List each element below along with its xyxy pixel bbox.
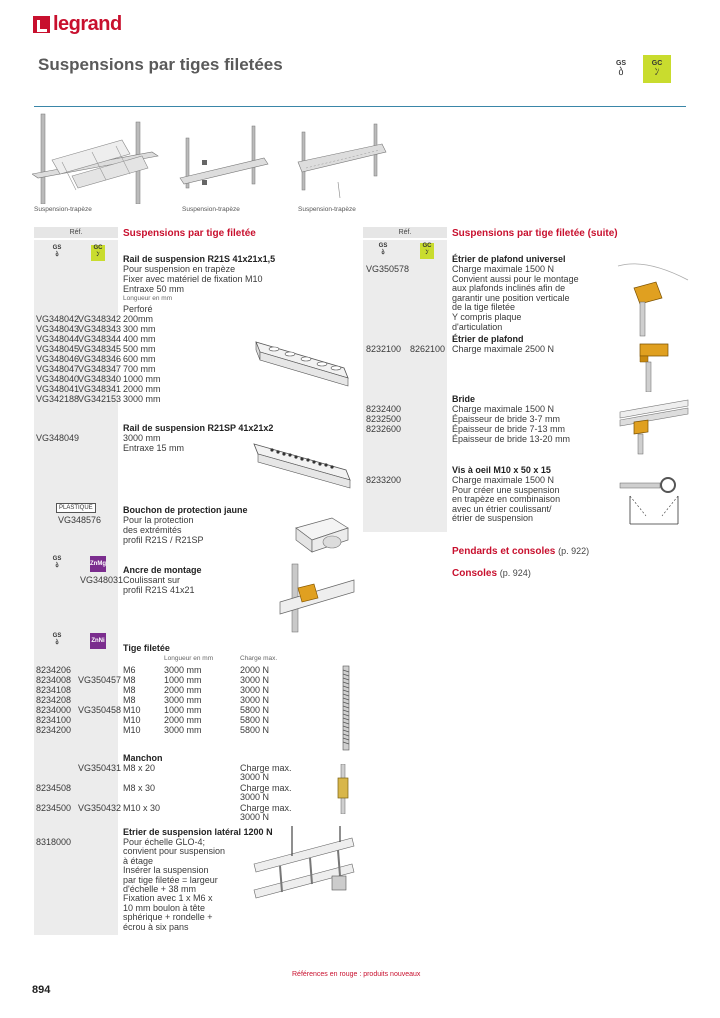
eye-screw-ref: 8233200 (366, 475, 402, 485)
eye-screw-image (618, 474, 690, 530)
sleeve-load-value: 3000 N (240, 772, 270, 782)
threaded-rod-image (340, 664, 352, 752)
rod-ref-a: 8234208 (36, 695, 72, 705)
rail1-title: Rail de suspension R21S 41x21x1,5 (123, 254, 276, 264)
link-pendards[interactable]: Pendards et consoles (p. 922) (452, 546, 590, 557)
ceiling-clamp-ref-a: 8232100 (366, 344, 402, 354)
end-cap-image (292, 512, 352, 554)
rail1-desc1: Pour suspension en trapèze (123, 264, 236, 274)
sleeve-load-label: Charge max. (240, 763, 292, 773)
rail1-length: 700 mm (123, 364, 156, 374)
sleeve-load-label: Charge max. (240, 783, 292, 793)
rail2-ref: VG348049 (36, 433, 80, 443)
trapeze-photo-2 (178, 122, 270, 204)
cap-desc3: profil R21S / R21SP (123, 535, 204, 545)
rod-length: 1000 mm (164, 705, 202, 715)
sleeve-size: M8 x 30 (123, 783, 156, 793)
left-ref-header: Réf. (34, 227, 118, 238)
rod-load: 5800 N (240, 725, 270, 735)
rail1-ref-b: VG348341 (78, 384, 122, 394)
rail2-title: Rail de suspension R21SP 41x21x2 (123, 423, 274, 433)
rod-ref-b: VG350457 (78, 675, 122, 685)
rail1-ref-a: VG348045 (36, 344, 80, 354)
rod-ref-a: 8234200 (36, 725, 72, 735)
bracket-line: par tige filetée = largeur (123, 874, 218, 885)
eye-screw-line: étrier de suspension (452, 513, 534, 524)
right-gs-icon: GS ბ (378, 243, 388, 256)
rod-load: 5800 N (240, 705, 270, 715)
bracket-line: convient pour suspension (123, 846, 226, 857)
perforated-rail-image (252, 328, 352, 388)
sleeve-image (336, 764, 350, 814)
page-title: Suspensions par tiges filetées (38, 55, 283, 74)
right-ref-column (363, 240, 447, 532)
footer-note: Références en rouge : produits nouveaux (292, 971, 421, 978)
anchor-ref: VG348031 (80, 575, 124, 585)
cap-desc1: Pour la protection (123, 515, 194, 525)
eye-screw-line: Pour créer une suspension (452, 484, 560, 495)
flange-ref: 8232400 (366, 404, 402, 414)
anchor-image (270, 562, 356, 634)
rod-length: 3000 mm (164, 725, 202, 735)
anchor-znmg-icon: ZnMg (90, 556, 106, 572)
eye-screw-line: avec un étrier coulissant/ (452, 503, 552, 514)
flange-spec: Charge maximale 1500 N (452, 404, 555, 414)
legrand-logo (33, 14, 122, 34)
rail1-ref-a: VG348040 (36, 374, 80, 384)
sleeve-load-value: 3000 N (240, 812, 270, 822)
rod-load: 3000 N (240, 685, 270, 695)
anchor-desc1: Coulissant sur (123, 575, 181, 585)
brand-name: legrand (53, 13, 122, 35)
rod-size: M8 (123, 685, 136, 695)
rod-length: 3000 mm (164, 695, 202, 705)
flange-clamp-image (618, 398, 690, 456)
rail1-length: 300 mm (123, 324, 156, 334)
bracket-line: sphérique + rondelle + (123, 912, 213, 923)
rail1-ref-b: VG348342 (78, 314, 122, 324)
rail1-length: 400 mm (123, 334, 156, 344)
bracket-line: écrou à six pans (123, 921, 189, 932)
rail1-finish: Perforé (123, 304, 153, 314)
rail1-ref-b: VG348344 (78, 334, 122, 344)
eye-screw-title: Vis à oeil M10 x 50 x 15 (452, 465, 551, 475)
rod-ref-b: VG350458 (78, 705, 122, 715)
rod-load: 3000 N (240, 695, 270, 705)
trapeze-photo-1 (32, 112, 162, 204)
page-number: 894 (32, 984, 51, 996)
rod-col-load: Charge max. (240, 655, 278, 662)
rail1-ref-a: VG342188 (36, 394, 80, 404)
gc-icon-small: GC ﾝ (91, 245, 105, 261)
sleeve-load-value: 3000 N (240, 792, 270, 802)
rail1-ref-a: VG348044 (36, 334, 80, 344)
bracket-line: d'échelle + 38 mm (123, 884, 197, 894)
right-gc-icon: GC ﾝ (420, 243, 434, 259)
universal-clamp-line: aux plafonds inclinés afin de (452, 283, 566, 294)
bracket-title: Etrier de suspension latéral 1200 N (123, 827, 273, 837)
bracket-ref: 8318000 (36, 837, 72, 847)
ceiling-clamp-title: Étrier de plafond (452, 334, 524, 344)
rod-size: M6 (123, 665, 136, 675)
bracket-line: 10 mm boulon à tête (123, 902, 206, 913)
rod-ref-a: 8234100 (36, 715, 72, 725)
bracket-line: à étage (123, 855, 154, 866)
anchor-gs-icon: GS ბ (52, 556, 62, 569)
ceiling-clamp-image (636, 342, 676, 392)
rail1-ref-b: VG342153 (78, 394, 122, 404)
legrand-logo-icon (33, 16, 50, 33)
flange-ref: 8232600 (366, 424, 402, 434)
universal-clamp-line: garantir une position verticale (452, 292, 570, 303)
rod-load: 5800 N (240, 715, 270, 725)
gc-icon: GC ﾝ (643, 55, 671, 83)
rod-size: M10 (123, 725, 141, 735)
rail1-desc3: Entraxe 50 mm (123, 284, 185, 294)
flange-spec: Épaisseur de bride 7-13 mm (452, 424, 566, 434)
universal-clamp-line: Y compris plaque (452, 312, 522, 322)
rail1-length: 1000 mm (123, 374, 161, 384)
rod-ref-a: 8234108 (36, 685, 72, 695)
top-icons (607, 55, 671, 83)
rail1-length: 200mm (123, 314, 154, 324)
ladder-bracket-image (250, 826, 356, 924)
rod-znni-icon: ZnNi (90, 633, 106, 649)
title-rule (34, 106, 686, 107)
anchor-title: Ancre de montage (123, 565, 202, 575)
rod-ref-a: 8234206 (36, 665, 72, 675)
flange-ref: 8232500 (366, 414, 402, 424)
rail1-ref-b: VG348340 (78, 374, 122, 384)
rod-col-length: Longueur en mm (164, 655, 214, 662)
link-consoles[interactable]: Consoles (p. 924) (452, 568, 531, 579)
photo-caption-2: Suspension-trapèze (182, 206, 240, 213)
rail1-ref-a: VG348042 (36, 314, 80, 324)
sleeve-ref-b: VG350432 (78, 803, 122, 813)
flange-spec: Épaisseur de bride 3-7 mm (452, 414, 561, 424)
rail1-ref-a: VG348041 (36, 384, 80, 394)
anchor-desc2: profil R21S 41x21 (123, 585, 195, 595)
rod-gs-icon: GS ბ (52, 633, 62, 646)
universal-clamp-title: Étrier de plafond universel (452, 254, 566, 264)
universal-clamp-line: d'articulation (452, 321, 503, 332)
sleeve-size: M8 x 20 (123, 763, 156, 773)
rail1-length-label: Longueur en mm (123, 295, 173, 302)
rail1-length: 500 mm (123, 344, 156, 354)
universal-clamp-line: Charge maximale 1500 N (452, 264, 555, 274)
rod-ref-a: 8234008 (36, 675, 72, 685)
eye-screw-line: en trapèze en combinaison (452, 494, 561, 505)
rail1-length: 600 mm (123, 354, 156, 364)
rail2-desc1: 3000 mm (123, 433, 161, 443)
rod-length: 2000 mm (164, 715, 202, 725)
cap-desc2: des extrémités (123, 525, 182, 535)
rod-load: 2000 N (240, 665, 270, 675)
ceiling-clamp-load: Charge maximale 2500 N (452, 344, 555, 354)
sleeve-title: Manchon (123, 753, 163, 763)
rail1-ref-b: VG348346 (78, 354, 122, 364)
right-ref-header: Réf. (363, 227, 447, 238)
rail1-length: 2000 mm (123, 384, 161, 394)
rail1-desc2: Fixer avec matériel de fixation M10 (123, 274, 263, 284)
plastic-badge: PLASTIQUE (56, 503, 96, 513)
eye-screw-line: Charge maximale 1500 N (452, 475, 555, 485)
rail1-ref-a: VG348043 (36, 324, 80, 334)
left-section-title: Suspensions par tige filetée (123, 228, 256, 239)
rod-length: 1000 mm (164, 675, 202, 685)
rail1-ref-a: VG348047 (36, 364, 80, 374)
sleeve-ref-a: 8234508 (36, 783, 72, 793)
right-section-title: Suspensions par tige filetée (suite) (452, 228, 618, 239)
cap-title: Bouchon de protection jaune (123, 505, 248, 515)
universal-clamp-ref: VG350578 (366, 264, 410, 274)
sleeve-ref-b: VG350431 (78, 763, 122, 773)
gs-icon-small: GS ბ (52, 245, 62, 258)
universal-clamp-line: Convient aussi pour le montage (452, 273, 579, 284)
sleeve-ref-a: 8234500 (36, 803, 72, 813)
flange-title: Bride (452, 394, 476, 404)
rail1-ref-b: VG348343 (78, 324, 122, 334)
rail1-length: 3000 mm (123, 394, 161, 404)
rod-ref-a: 8234000 (36, 705, 72, 715)
bracket-line: Insérer la suspension (123, 865, 209, 876)
sleeve-size: M10 x 30 (123, 803, 161, 813)
rod-size: M10 (123, 705, 141, 715)
rail1-ref-a: VG348046 (36, 354, 80, 364)
rod-load: 3000 N (240, 675, 270, 685)
rod-size: M8 (123, 675, 136, 685)
ceiling-clamp-ref-b: 8262100 (410, 344, 446, 354)
universal-clamp-line: de la tige filetée (452, 302, 516, 313)
trapeze-photo-3 (296, 120, 388, 202)
rail2-desc2: Entraxe 15 mm (123, 443, 185, 453)
sleeve-load-label: Charge max. (240, 803, 292, 813)
rail1-ref-b: VG348347 (78, 364, 122, 374)
rail1-ref-b: VG348345 (78, 344, 122, 354)
gs-icon: GS ბ (615, 60, 627, 78)
universal-clamp-image (616, 258, 690, 338)
bracket-line: Fixation avec 1 x M6 x (123, 893, 213, 904)
rod-length: 3000 mm (164, 665, 202, 675)
photo-caption-1: Suspension-trapèze (34, 206, 92, 213)
flange-spec: Épaisseur de bride 13-20 mm (452, 434, 571, 444)
rod-length: 2000 mm (164, 685, 202, 695)
rod-size: M10 (123, 715, 141, 725)
cap-ref: VG348576 (58, 515, 102, 525)
bracket-line: Pour échelle GLO-4; (123, 837, 206, 847)
r21sp-rail-image (250, 436, 354, 490)
photo-caption-3: Suspension-trapèze (298, 206, 356, 213)
rod-size: M8 (123, 695, 136, 705)
rod-title: Tige filetée (123, 643, 170, 653)
